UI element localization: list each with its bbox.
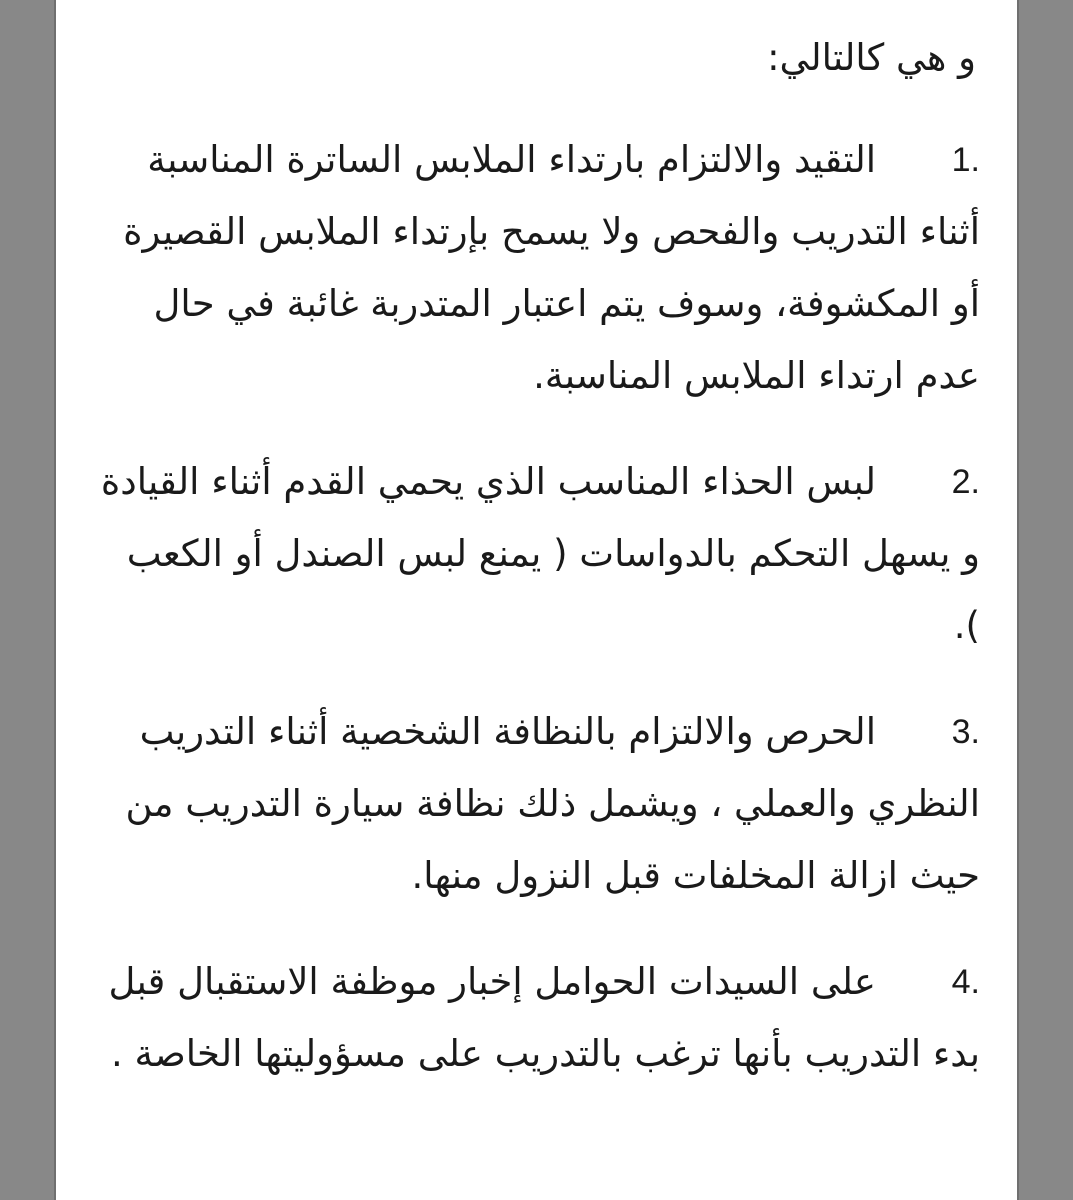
list-item-number: 3. (951, 713, 980, 751)
document-page (56, 0, 1017, 1200)
list-item-number: 1. (951, 141, 980, 179)
intro-text: و هي كالتالي: (767, 36, 976, 79)
list-item-number: 2. (951, 463, 980, 501)
list-item-text: التقيد والالتزام بارتداء الملابس الساترة المناسبة أثناء التدريب والفحص ولا يسمح بإرتداء الملابس القصيرة أو المكشوفة، وسوف يتم اعتبار المتدربة غائبة في حال عدم ارتداء الملابس المناسبة. (123, 138, 980, 397)
list-item-4 (100, 946, 980, 1090)
list-item-text: لبس الحذاء المناسب الذي يحمي القدم أثناء القيادة و يسهل التحكم بالدواسات ( يمنع لبس الصندل أو الكعب ). (100, 460, 980, 647)
list-item-number: 4. (951, 963, 980, 1001)
list-item-text: الحرص والالتزام بالنظافة الشخصية أثناء التدريب النظري والعملي ، ويشمل ذلك نظافة سيارة التدريب من حيث ازالة المخلفات قبل النزول منها. (125, 710, 980, 897)
list-item-3 (100, 696, 980, 912)
document-content (100, 22, 980, 1124)
list-item-1 (100, 124, 980, 412)
right-border-line (1017, 0, 1019, 1200)
list-item-text: على السيدات الحوامل إخبار موظفة الاستقبال قبل بدء التدريب بأنها ترغب بالتدريب على مسؤوليتها الخاصة . (108, 960, 980, 1075)
list-item-2 (100, 446, 980, 662)
